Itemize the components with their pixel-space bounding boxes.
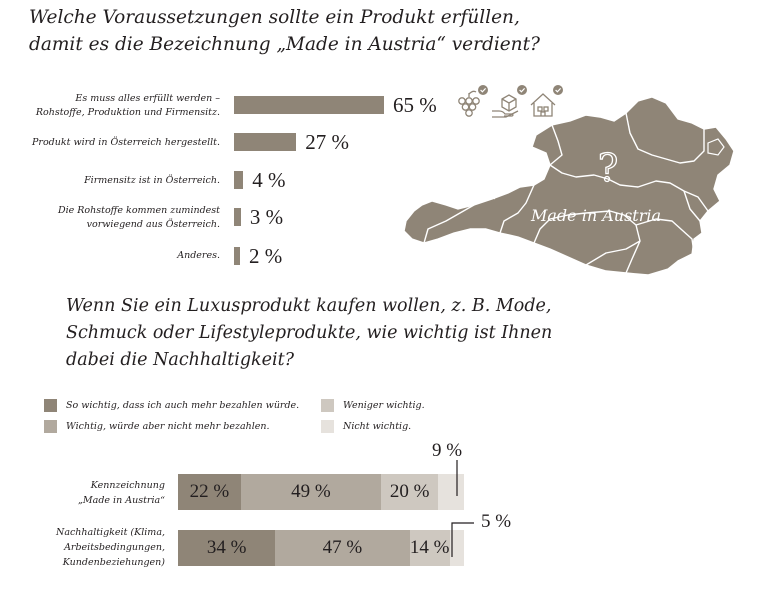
segment-row1-series2: 49 % xyxy=(241,474,381,510)
category-label-3-line-1: Firmensitz ist in Österreich. xyxy=(84,175,220,186)
category-label-2-line-1: Produkt wird in Österreich hergestellt. xyxy=(32,137,220,148)
row-label-1-line-2: „Made in Austria“ xyxy=(78,495,165,506)
bar-value-label-2: 27 % xyxy=(305,130,350,154)
chart-title-2-line-1: Wenn Sie ein Luxusprodukt kaufen wollen, z. B. Mode, xyxy=(66,296,552,316)
callout-line-row2 xyxy=(452,523,474,557)
callout-label-row2: 5 % xyxy=(481,511,512,532)
legend-label-1: So wichtig, dass ich auch mehr bezahlen würde. xyxy=(66,400,300,411)
segment-row1-series1: 22 % xyxy=(178,474,241,510)
chart-title-1-line-1: Welche Voraussetzungen sollte ein Produkt erfüllen, xyxy=(29,7,520,28)
chart-title-2-line-2: Schmuck oder Lifestyleprodukte, wie wichtig ist Ihnen xyxy=(66,323,553,343)
bar-value-label-5: 2 % xyxy=(249,244,283,268)
callout-label-row1: 9 % xyxy=(432,440,463,461)
chart-title-1-line-2: damit es die Bezeichnung „Made in Austria“ verdient? xyxy=(29,34,540,55)
map-label: Made in Austria xyxy=(530,206,662,225)
row-label-2-line-2: Arbeitsbedingungen, xyxy=(64,542,165,553)
row-label-1-line-1: Kennzeichnung xyxy=(90,480,165,491)
category-label-1-line-1: Es muss alles erfüllt werden – xyxy=(75,93,220,104)
bar-value-label-1: 65 % xyxy=(393,93,437,117)
legend-label-2: Wichtig, würde aber nicht mehr bezahlen. xyxy=(66,421,270,432)
row-label-2-line-3: Kundenbeziehungen) xyxy=(62,557,165,568)
category-label-5-line-1: Anderes. xyxy=(177,250,220,261)
segment-row2-series2: 47 % xyxy=(275,530,409,566)
segment-row2-series3: 14 % xyxy=(410,530,450,566)
row-label-2-line-1: Nachhaltigkeit (Klima, xyxy=(56,527,165,538)
category-label-4-line-2: vorwiegend aus Österreich. xyxy=(86,219,220,230)
chart-title-2-line-3: dabei die Nachhaltigkeit? xyxy=(66,350,294,370)
map-question-mark: ? xyxy=(597,146,619,190)
legend-label-3: Weniger wichtig. xyxy=(343,400,425,411)
segment-row1-series3: 20 % xyxy=(381,474,438,510)
legend-label-4: Nicht wichtig. xyxy=(343,421,412,432)
bar-value-label-4: 3 % xyxy=(249,205,284,229)
segment-row2-series1: 34 % xyxy=(178,530,275,566)
category-label-4-line-1: Die Rohstoffe kommen zumindest xyxy=(57,205,220,216)
category-label-1-line-2: Rohstoffe, Produktion und Firmensitz. xyxy=(35,107,220,118)
bar-value-label-3: 4 % xyxy=(252,168,286,192)
